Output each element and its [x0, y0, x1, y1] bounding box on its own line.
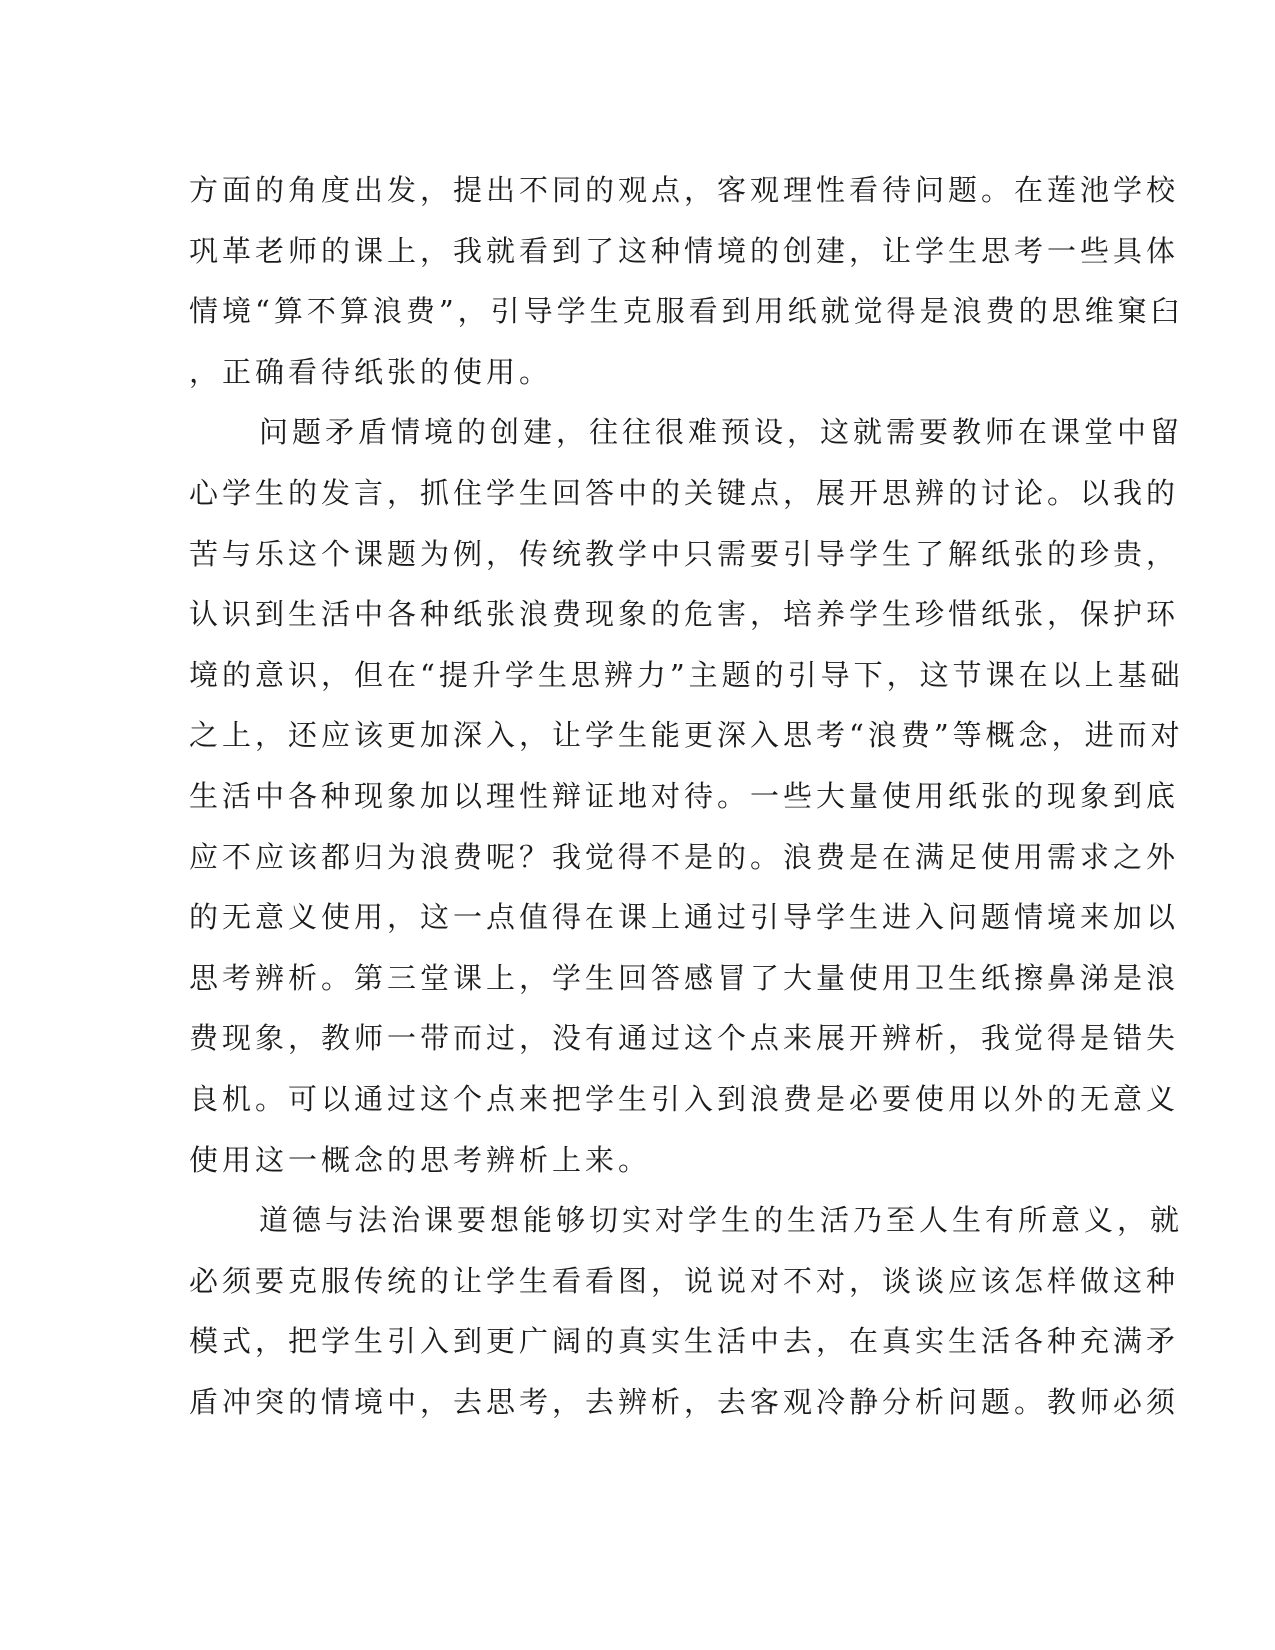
paragraph-1	[189, 160, 1184, 402]
text-line: 方面的角度出发，提出不同的观点，客观理性看待问题。在莲池学校	[189, 173, 1180, 207]
text-line: 巩革老师的课上，我就看到了这种情境的创建，让学生思考一些具体	[189, 233, 1180, 268]
text-line: 思考辨析。第三堂课上，学生回答感冒了大量使用卫生纸擦鼻涕是浪	[189, 960, 1180, 995]
text-line: 模式，把学生引入到更广阔的真实生活中去，在真实生活各种充满矛	[189, 1324, 1180, 1359]
text-line: 道德与法治课要想能够切实对学生的生活乃至人生有所意义，就	[259, 1203, 1184, 1238]
text-line: 应不应该都归为浪费呢？我觉得不是的。浪费是在满足使用需求之外	[189, 839, 1180, 874]
text-line: 认识到生活中各种纸张浪费现象的危害，培养学生珍惜纸张，保护环	[189, 597, 1180, 632]
text-line: 盾冲突的情境中，去思考，去辨析，去客观冷静分析问题。教师必须	[189, 1384, 1180, 1419]
text-line: 苦与乐这个课题为例，传统教学中只需要引导学生了解纸张的珍贵，	[189, 536, 1180, 571]
text-line: 的无意义使用，这一点值得在课上通过引导学生进入问题情境来加以	[189, 900, 1180, 935]
text-line: 之上，还应该更加深入，让学生能更深入思考“浪费”等概念，进而对	[189, 718, 1184, 753]
text-line: 问题矛盾情境的创建，往往很难预设，这就需要教师在课堂中留	[259, 415, 1184, 450]
text-line: 必须要克服传统的让学生看看图，说说对不对，谈谈应该怎样做这种	[189, 1263, 1180, 1298]
text-line: 生活中各种现象加以理性辩证地对待。一些大量使用纸张的现象到底	[189, 778, 1180, 813]
text-line: 费现象，教师一带而过，没有通过这个点来展开辨析，我觉得是错失	[189, 1021, 1180, 1056]
text-line: 境的意识，但在“提升学生思辨力”主题的引导下，这节课在以上基础	[189, 657, 1184, 692]
body-text	[189, 160, 1184, 1432]
text-line: 良机。可以通过这个点来把学生引入到浪费是必要使用以外的无意义	[189, 1081, 1180, 1116]
text-line: 心学生的发言，抓住学生回答中的关键点，展开思辨的讨论。以我的	[189, 475, 1180, 510]
text-line: 情境“算不算浪费”，引导学生克服看到用纸就觉得是浪费的思维窠臼	[189, 294, 1184, 329]
text-line: ，正确看待纸张的使用。	[189, 354, 553, 389]
paragraph-2	[189, 402, 1184, 1190]
paragraph-3	[189, 1190, 1184, 1432]
text-line: 使用这一概念的思考辨析上来。	[189, 1142, 652, 1177]
